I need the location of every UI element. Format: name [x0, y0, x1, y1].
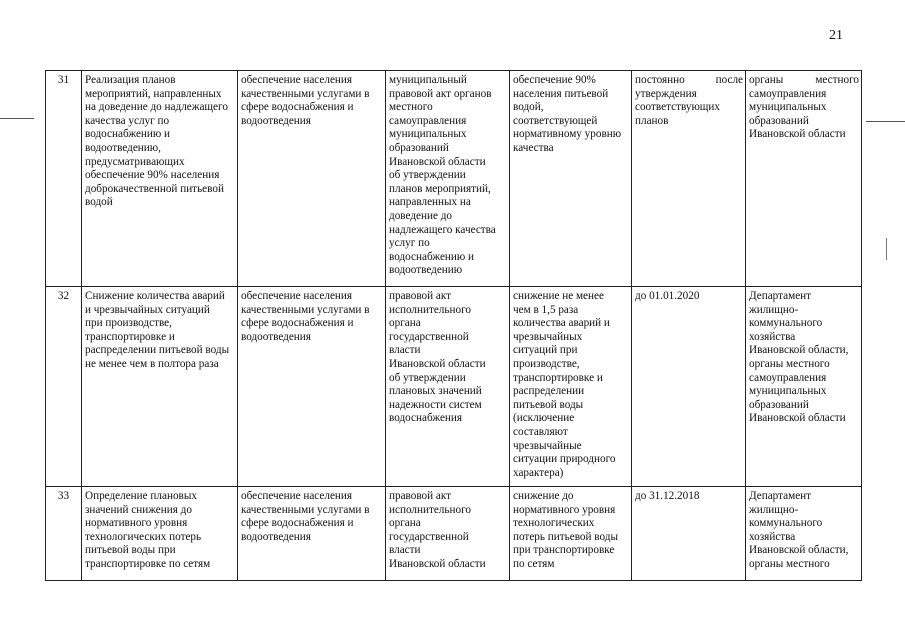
legal-act-cell: правовой акт исполнительного органа государственной власти Ивановской области: [386, 487, 510, 581]
table-row: [46, 487, 862, 581]
measures-table: [45, 70, 862, 581]
result-cell: снижение не менее чем в 1,5 раза количества аварий и чрезвычайных ситуаций при производстве, транспортировке и распределении питьевой воды (исключение составляют чрезвычайные ситуации природного характера): [510, 287, 632, 487]
margin-mark-left: [0, 118, 34, 119]
responsible-cell: Департамент жилищно- коммунального хозяйства Ивановской области, органы местного: [746, 487, 862, 581]
row-number: 32: [46, 287, 82, 487]
goal-cell: обеспечение населения качественными услугами в сфере водоснабжения и водоотведения: [238, 487, 386, 581]
responsible-rest: самоуправления муниципальных образований Ивановской области: [749, 87, 846, 141]
result-cell: снижение до нормативного уровня технологических потерь питьевой воды при транспортировке по сетям: [510, 487, 632, 581]
measure-cell: Реализация планов мероприятий, направленных на доведение до надлежащего качества услуг по водоснабжению и водоотведению, предусматривающих обеспечение 90% населения доброкачественной питьевой водой: [82, 71, 238, 287]
margin-mark-right: [866, 121, 905, 122]
responsible-cell: [746, 71, 862, 287]
table-row: [46, 71, 862, 287]
deadline-cell: до 31.12.2018: [632, 487, 746, 581]
page-number: 21: [829, 28, 843, 43]
responsible-cell: Департамент жилищно- коммунального хозяйства Ивановской области, органы местного самоуправления муниципальных образований Ивановской области: [746, 287, 862, 487]
result-cell: обеспечение 90% населения питьевой водой, соответствующей нормативному уровню качества: [510, 71, 632, 287]
goal-cell: обеспечение населения качественными услугами в сфере водоснабжения и водоотведения: [238, 287, 386, 487]
margin-tick-right: [886, 238, 887, 260]
deadline-cell: до 01.01.2020: [632, 287, 746, 487]
responsible-line1: органы местного: [749, 74, 859, 86]
legal-act-cell: муниципальный правовой акт органов местного самоуправления муниципальных образований Ивановской области об утверждении планов мероприятий, направленных на доведение до надлежащего качества услуг по водоснабжению и водоотведению: [386, 71, 510, 287]
table-row: [46, 287, 862, 487]
legal-act-cell: правовой акт исполнительного органа государственной власти Ивановской области об утверждении плановых значений надежности систем водоснабжения: [386, 287, 510, 487]
deadline-rest: утверждения соответствующих планов: [635, 87, 721, 127]
deadline-cell: [632, 71, 746, 287]
row-number: 31: [46, 71, 82, 287]
row-number: 33: [46, 487, 82, 581]
measure-cell: Снижение количества аварий и чрезвычайных ситуаций при производстве, транспортировке и распределении питьевой воды не менее чем в полтора раза: [82, 287, 238, 487]
goal-cell: обеспечение населения качественными услугами в сфере водоснабжения и водоотведения: [238, 71, 386, 287]
measure-cell: Определение плановых значений снижения до нормативного уровня технологических потерь питьевой воды при транспортировке по сетям: [82, 487, 238, 581]
deadline-line1: постоянно после: [635, 74, 743, 86]
